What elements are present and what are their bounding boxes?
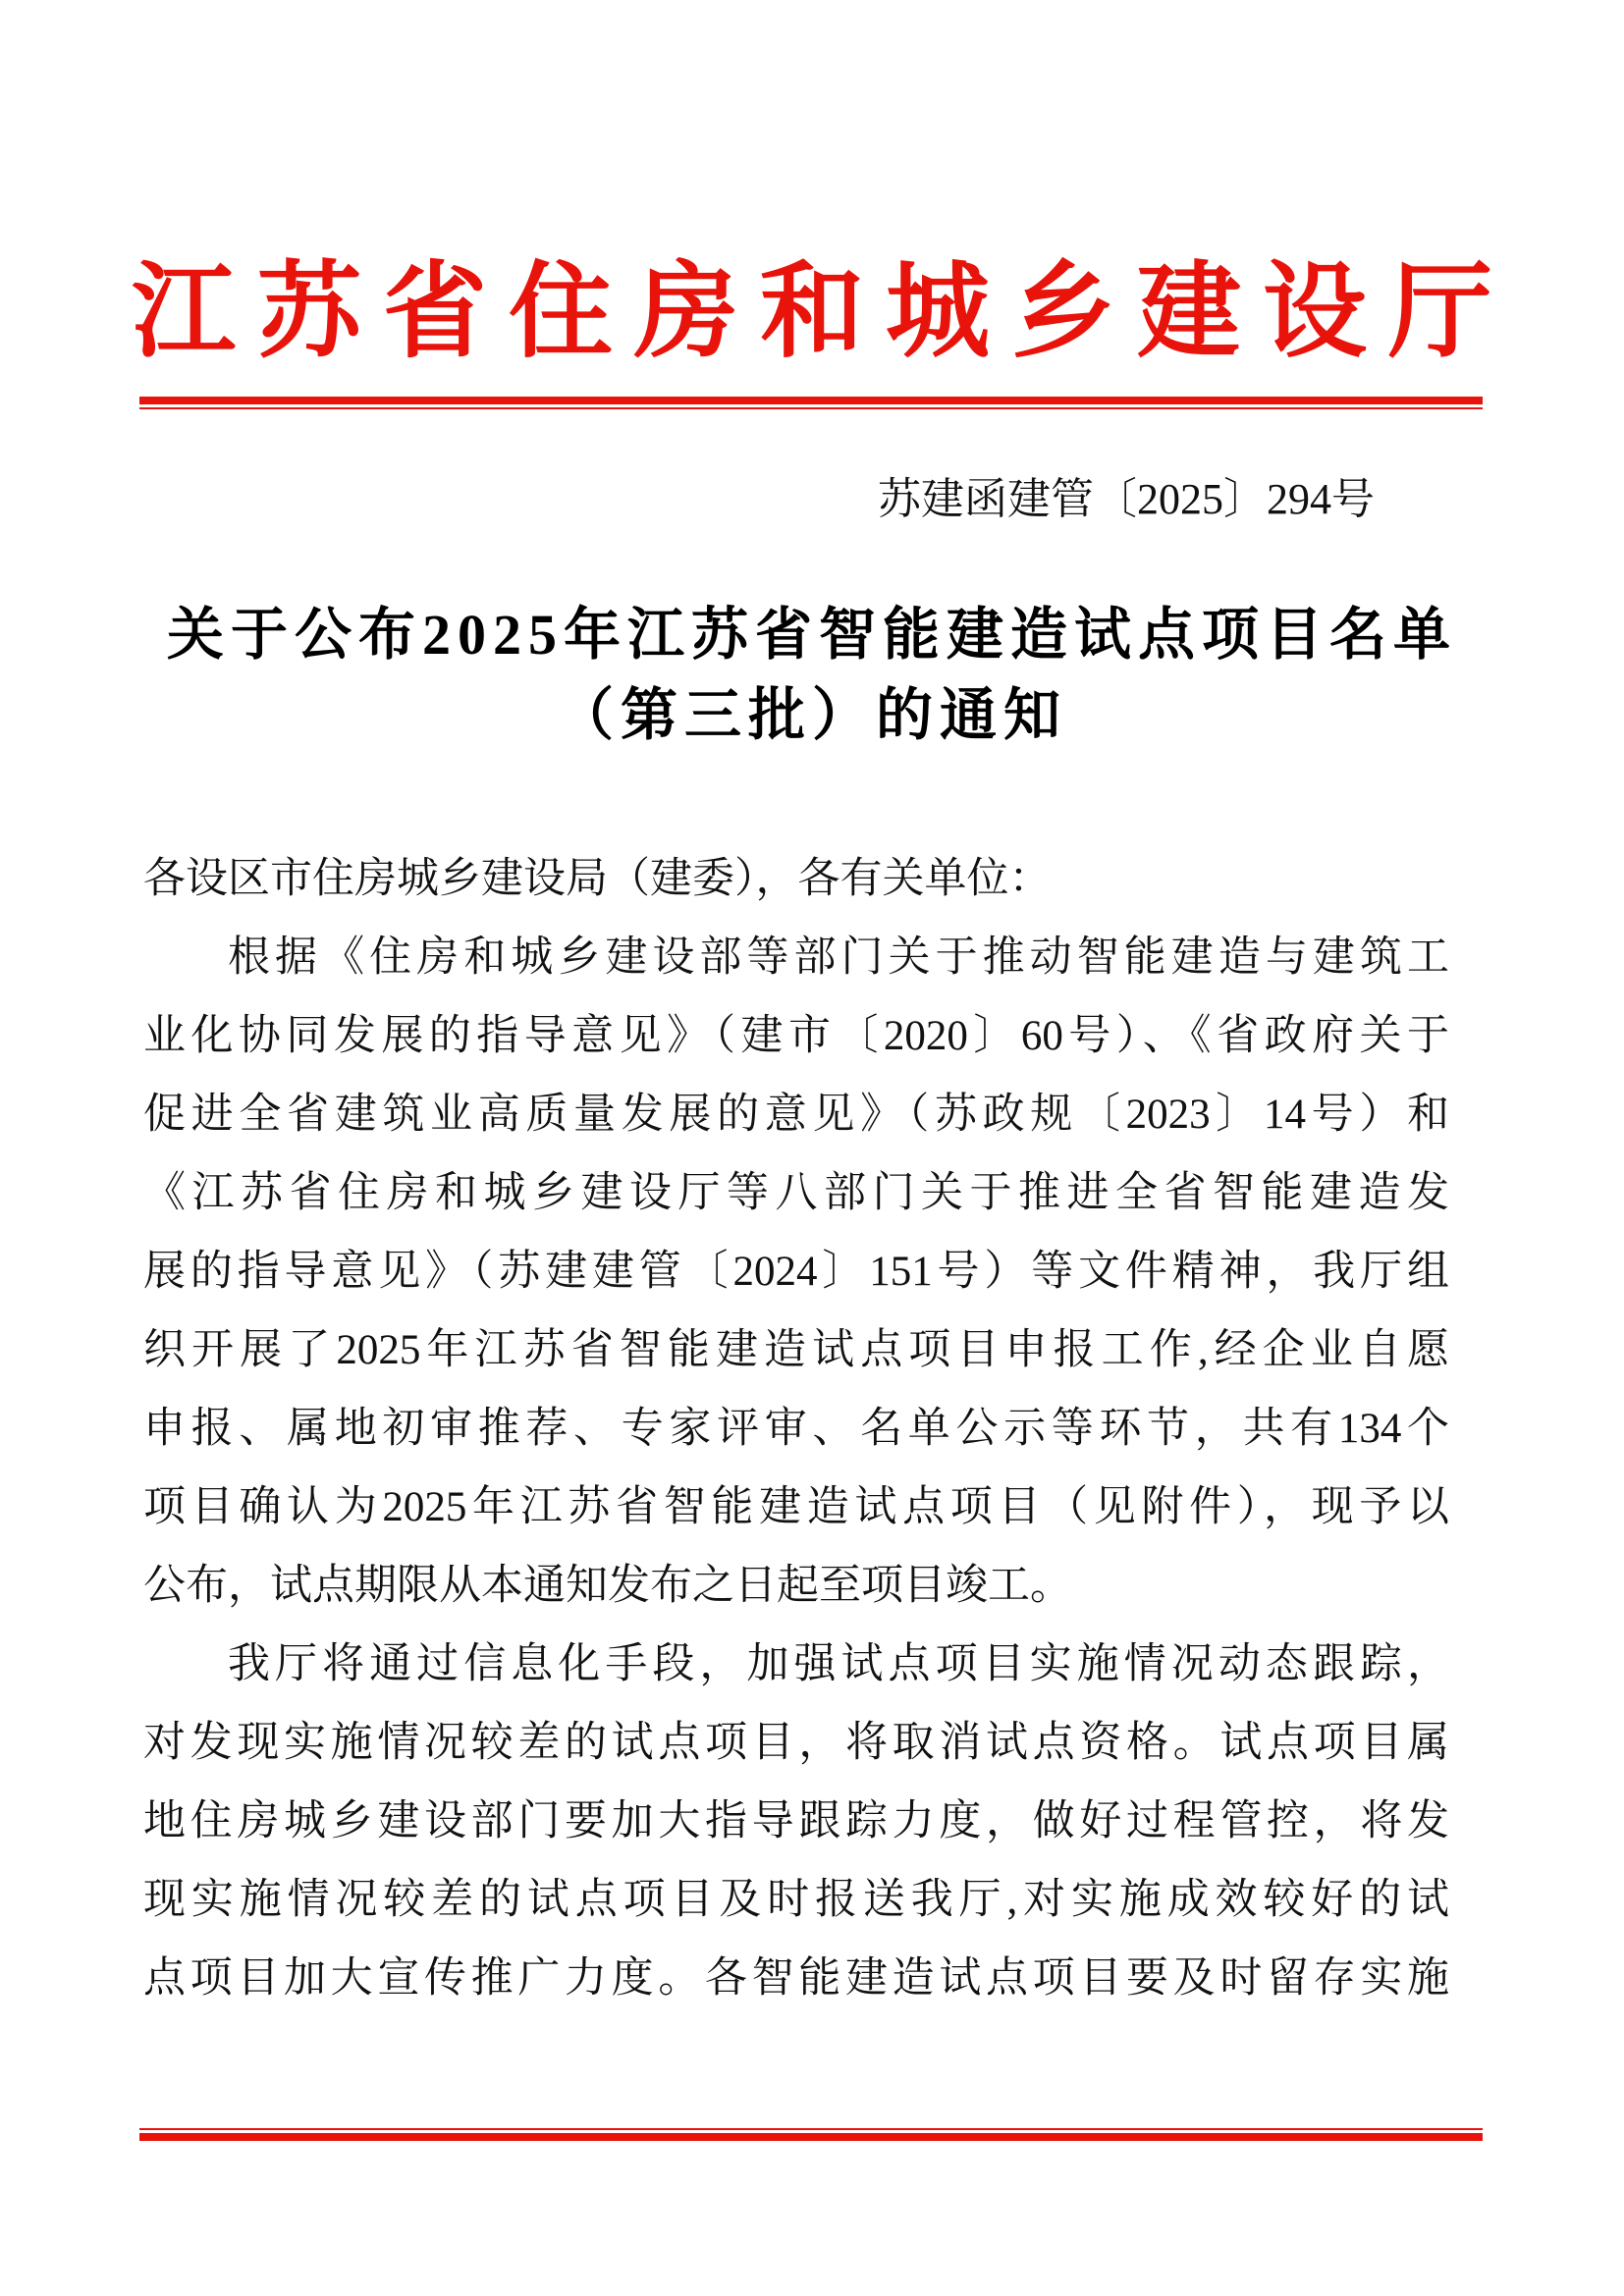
body-line: 根据《住房和城乡建设部等部门关于推动智能建造与建筑工 xyxy=(228,934,1449,981)
header-divider-thick-line xyxy=(139,397,1483,404)
body-line: 公布，试点期限从本通知发布之日起至项目竣工。 xyxy=(143,1563,1072,1609)
body-line: 点项目加大宣传推广力度。各智能建造试点项目要及时留存实施 xyxy=(143,1955,1449,2002)
body-line: 我厅将通过信息化手段，加强试点项目实施情况动态跟踪， xyxy=(228,1641,1449,1687)
body-line: 地住房城乡建设部门要加大指导跟踪力度，做好过程管控，将发 xyxy=(143,1798,1449,1844)
notice-title xyxy=(0,595,1624,756)
body-line: 业化协同发展的指导意见》（建市〔2020〕60号）、《省政府关于 xyxy=(143,1013,1449,1059)
body-line: 促进全省建筑业高质量发展的意见》（苏政规〔2023〕14号）和 xyxy=(143,1092,1449,1138)
body-line: 《江苏省住房和城乡建设厅等八部门关于推进全省智能建造发 xyxy=(143,1170,1449,1216)
letterhead-title: 江苏省住房和城乡建设厅 xyxy=(132,255,1514,370)
body-line: 项目确认为2025年江苏省智能建造试点项目（见附件），现予以 xyxy=(143,1484,1449,1530)
footer-divider xyxy=(139,2128,1483,2141)
body-line: 织开展了2025年江苏省智能建造试点项目申报工作,经企业自愿 xyxy=(143,1327,1449,1373)
footer-divider-thick-line xyxy=(139,2133,1483,2141)
body-line: 对发现实施情况较差的试点项目，将取消试点资格。试点项目属 xyxy=(143,1720,1449,1766)
notice-title-line-2: （第三批）的通知 xyxy=(556,683,1067,747)
notice-body xyxy=(143,840,1449,2018)
header-divider xyxy=(139,397,1483,409)
body-line: 申报、属地初审推荐、专家评审、名单公示等环节，共有134个 xyxy=(143,1406,1449,1452)
body-line: 各设区市住房城乡建设局（建委），各有关单位： xyxy=(143,856,1052,902)
notice-title-line-1: 关于公布2025年江苏省智能建造试点项目名单 xyxy=(166,603,1457,667)
body-line: 现实施情况较差的试点项目及时报送我厅,对实施成效较好的试 xyxy=(143,1877,1449,1923)
header-divider-thin-line xyxy=(139,407,1483,409)
body-line: 展的指导意见》（苏建建管〔2024〕151号）等文件精神，我厅组 xyxy=(143,1249,1449,1295)
doc-number: 苏建函建管〔2025〕294号 xyxy=(878,475,1375,523)
